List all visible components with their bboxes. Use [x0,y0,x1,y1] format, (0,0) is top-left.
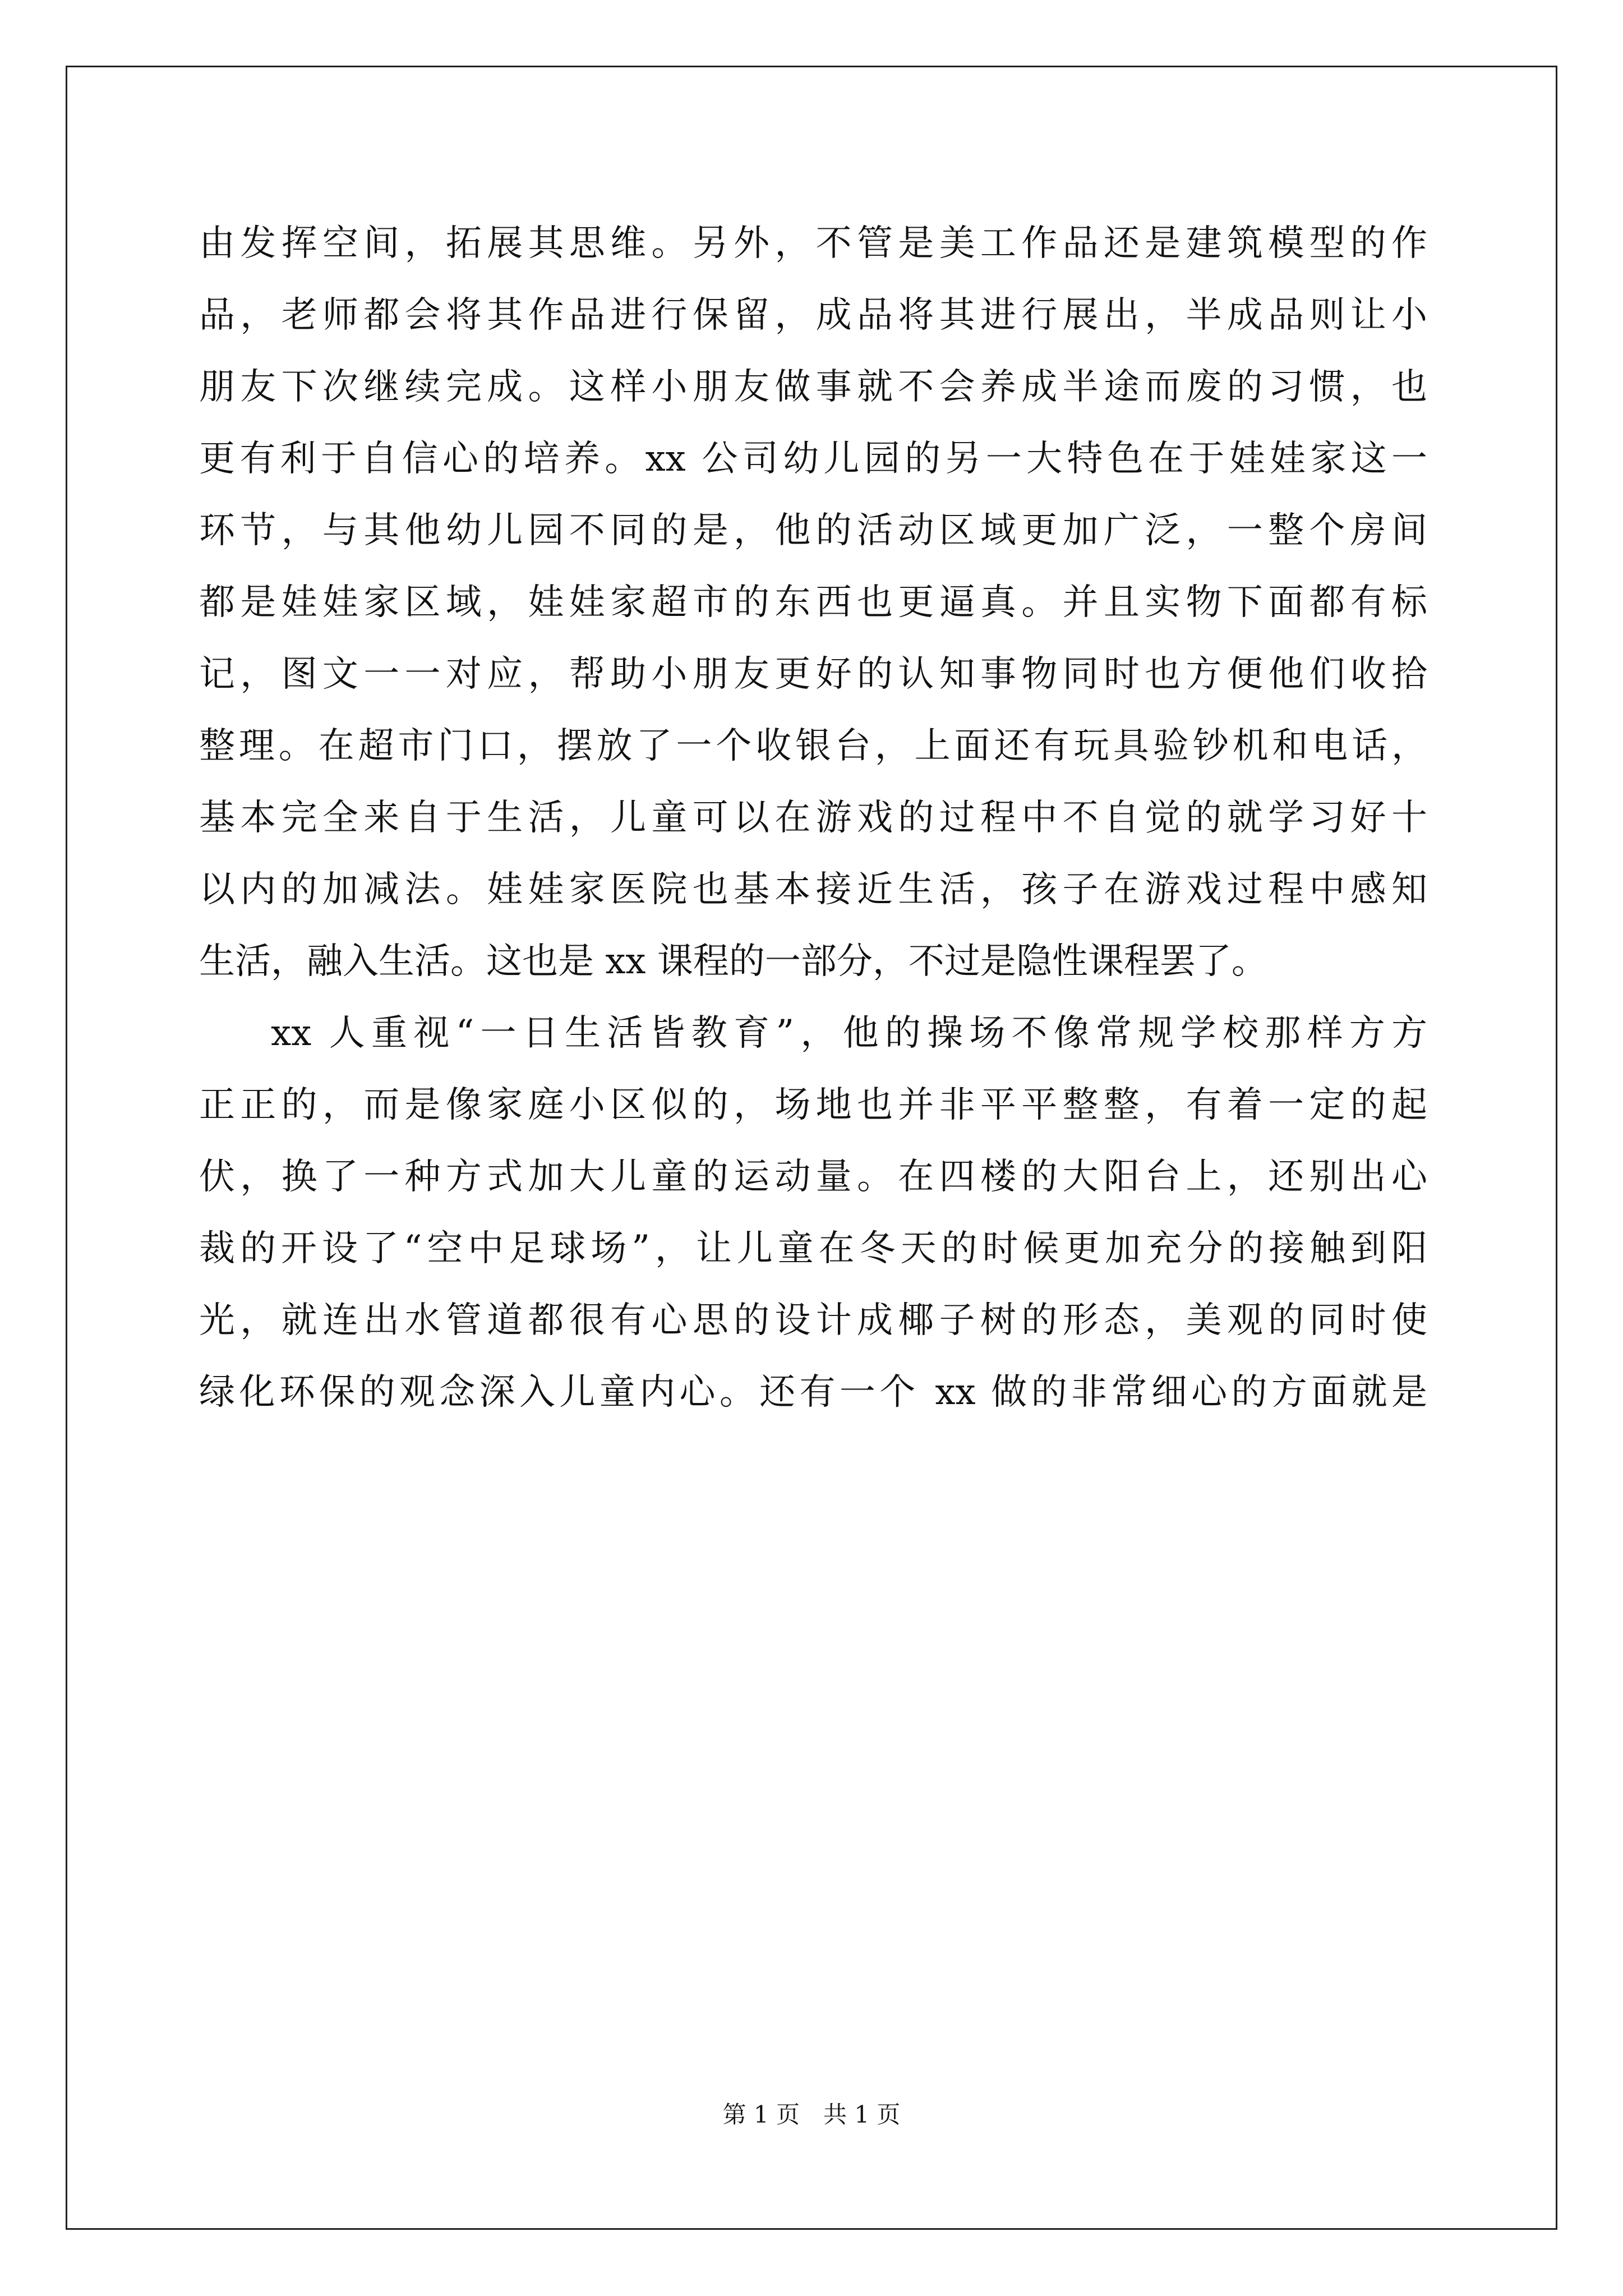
text-line: 生活，融入生活。这也是 xx 课程的一部分，不过是隐性课程罢了。 [199,941,1267,982]
text-line: 更有利于自信心的培养。xx 公司幼儿园的另一大特色在于娃娃家这一 [199,438,1427,480]
text-line: 正正的，而是像家庭小区似的，场地也并非平平整整，有着一定的起 [199,1084,1427,1126]
text-line: 都是娃娃家区域，娃娃家超市的东西也更逼真。并且实物下面都有标 [199,582,1427,623]
text-line: 品，老师都会将其作品进行保留，成品将其进行展出，半成品则让小 [199,295,1427,336]
page-number-footer: 第 1 页 共 1 页 [722,2101,901,2128]
text-line: 伏，换了一种方式加大儿童的运动量。在四楼的大阳台上，还别出心 [199,1156,1427,1198]
text-line: 基本完全来自于生活，儿童可以在游戏的过程中不自觉的就学习好十 [199,797,1427,839]
text-line: 记，图文一一对应，帮助小朋友更好的认知事物同时也方便他们收拾 [199,654,1427,695]
text-line: 绿化环保的观念深入儿童内心。还有一个 xx 做的非常细心的方面就是 [199,1372,1427,1413]
text-line: 以内的加减法。娃娃家医院也基本接近生活，孩子在游戏过程中感知 [199,869,1427,910]
text-line: 朋友下次继续完成。这样小朋友做事就不会养成半途而废的习惯，也 [199,366,1427,408]
text-line: 环节，与其他幼儿园不同的是，他的活动区域更加广泛，一整个房间 [199,510,1427,551]
document-body [199,208,1427,1428]
text-line: 整理。在超市门口，摆放了一个收银台，上面还有玩具验钞机和电话， [199,725,1427,767]
text-line: 由发挥空间，拓展其思维。另外，不管是美工作品还是建筑模型的作 [199,223,1427,264]
text-line: 裁的开设了“空中足球场”，让儿童在冬天的时候更加充分的接触到阳 [199,1228,1427,1269]
text-line-indented: xx 人重视“一日生活皆教育”，他的操场不像常规学校那样方方 [271,1013,1427,1054]
text-line: 光，就连出水管道都很有心思的设计成椰子树的形态，美观的同时使 [199,1300,1427,1341]
